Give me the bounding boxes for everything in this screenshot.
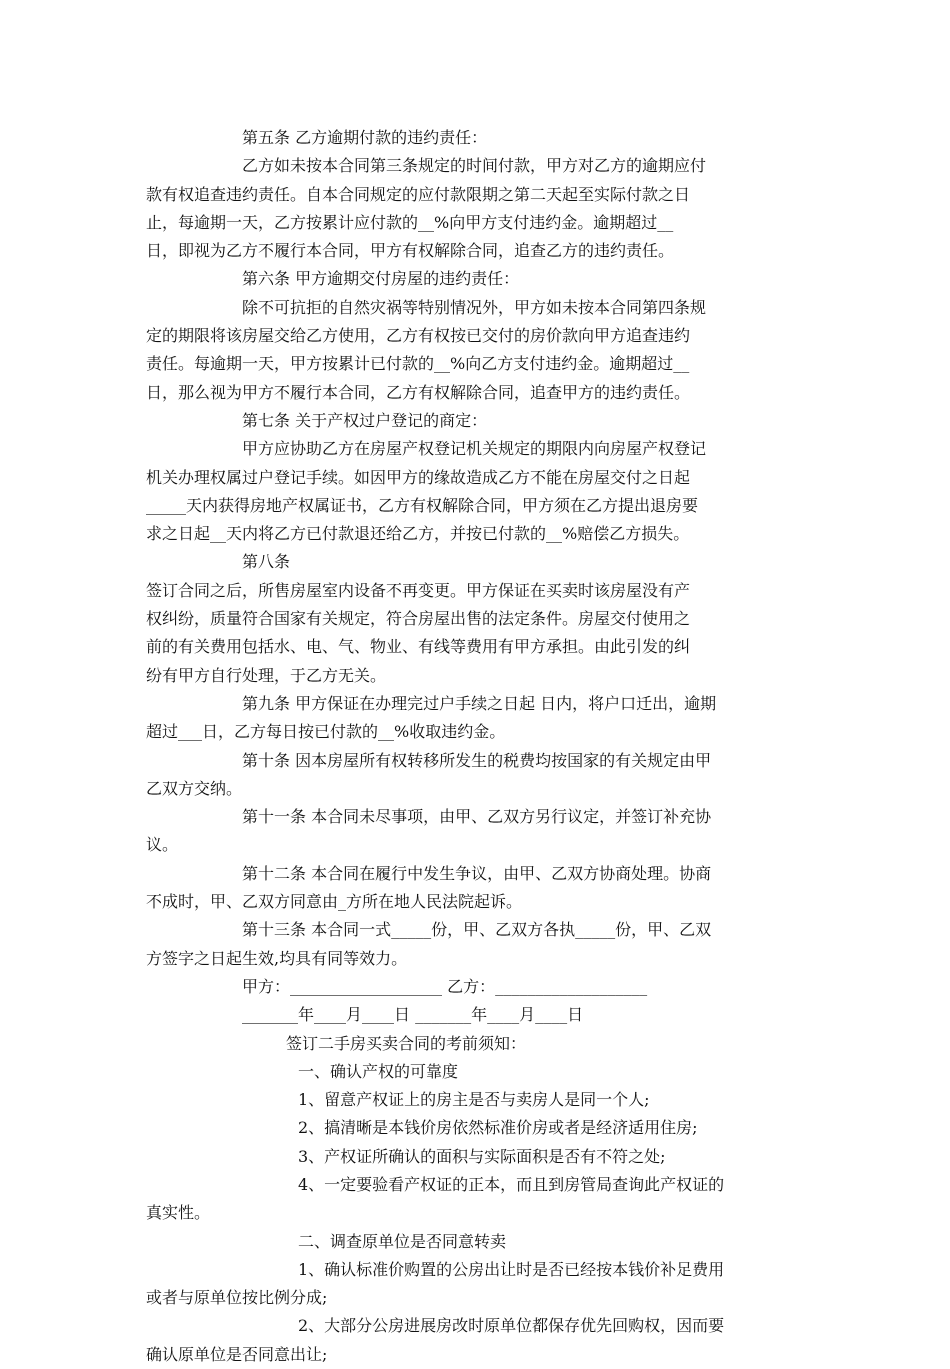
text-line: 定的期限将该房屋交给乙方使用，乙方有权按已交付的房价款向甲方追查违约	[146, 326, 691, 346]
document-page	[146, 124, 806, 1369]
text-line: 乙双方交纳。	[146, 778, 243, 798]
text-line: 权纠纷，质量符合国家有关规定，符合房屋出售的法定条件。房屋交付使用之	[146, 609, 691, 629]
text-line: 第九条 甲方保证在办理完过户手续之日起 日内，将户口迁出，逾期	[242, 693, 717, 713]
text-line: 2、搞清晰是本钱价房依然标准价房或者是经济适用住房;	[298, 1118, 698, 1138]
text-line: 3、产权证所确认的面积与实际面积是否有不符之处;	[298, 1146, 666, 1166]
text-line: 日，那么视为甲方不履行本合同，乙方有权解除合同，追查甲方的违约责任。	[146, 382, 691, 402]
text-line: 签订合同之后，所售房屋室内设备不再变更。甲方保证在买卖时该房屋没有产	[146, 580, 691, 600]
text-line: 甲方应协助乙方在房屋产权登记机关规定的期限内向房屋产权登记	[242, 439, 707, 459]
text-line: _______年____月____日 _______年____月____日	[242, 1005, 584, 1025]
text-line: 2、大部分公房进展房改时原单位都保存优先回购权，因而要	[298, 1316, 725, 1336]
text-line: 签订二手房买卖合同的考前须知：	[286, 1033, 527, 1053]
text-line: 第十三条 本合同一式_____份，甲、乙双方各执_____份，甲、乙双	[242, 920, 712, 940]
text-line: 第七条 关于产权过户登记的商定：	[242, 410, 488, 430]
text-line: 第十二条 本合同在履行中发生争议，由甲、乙双方协商处理。协商	[242, 863, 712, 883]
text-line: 方签字之日起生效,均具有同等效力。	[146, 948, 408, 968]
text-line: 乙方如未按本合同第三条规定的时间付款，甲方对乙方的逾期应付	[242, 156, 707, 176]
text-line: 求之日起__天内将乙方已付款退还给乙方，并按已付款的__%赔偿乙方损失。	[146, 524, 690, 544]
text-line: 确认原单位是否同意出让;	[146, 1344, 328, 1364]
text-line: 真实性。	[146, 1203, 211, 1223]
text-line: 第五条 乙方逾期付款的违约责任：	[242, 128, 488, 147]
text-line: 机关办理权属过户登记手续。如因甲方的缘故造成乙方不能在房屋交付之日起	[146, 467, 691, 487]
text-line: 1、留意产权证上的房主是否与卖房人是同一个人;	[298, 1090, 650, 1110]
text-line: 款有权追查违约责任。自本合同规定的应付款限期之第二天起至实际付款之日	[146, 184, 691, 204]
text-line: 责任。每逾期一天，甲方按累计已付款的__%向乙方支付违约金。逾期超过__	[146, 354, 690, 374]
text-line: 一、确认产权的可靠度	[298, 1061, 459, 1081]
text-line: 第十条 因本房屋所有权转移所发生的税费均按国家的有关规定由甲	[242, 750, 712, 770]
text-line: 甲方：___________________ 乙方：___________________	[242, 976, 648, 996]
text-line: 1、确认标准价购置的公房出让时是否已经按本钱价补足费用	[298, 1259, 725, 1279]
text-line: 第八条	[242, 552, 291, 572]
text-line: 止，每逾期一天，乙方按累计应付款的__%向甲方支付违约金。逾期超过__	[146, 212, 674, 232]
text-line: 纷有甲方自行处理，于乙方无关。	[146, 665, 387, 685]
text-line: 第六条 甲方逾期交付房屋的违约责任：	[242, 269, 520, 289]
text-line: _____天内获得房地产权属证书，乙方有权解除合同，甲方须在乙方提出退房要	[146, 495, 699, 515]
text-line: 日，即视为乙方不履行本合同，甲方有权解除合同，追查乙方的违约责任。	[146, 241, 675, 261]
text-line: 前的有关费用包括水、电、气、物业、有线等费用有甲方承担。由此引发的纠	[146, 637, 691, 657]
text-line: 4、一定要验看产权证的正本，而且到房管局查询此产权证的	[298, 1174, 725, 1194]
text-line: 超过___日，乙方每日按已付款的__%收取违约金。	[146, 722, 506, 742]
text-line: 不成时，甲、乙双方同意由_方所在地人民法院起诉。	[146, 892, 523, 912]
text-line: 第十一条 本合同未尽事项，由甲、乙双方另行议定，并签订补充协	[242, 807, 712, 827]
text-line: 或者与原单位按比例分成;	[146, 1288, 328, 1308]
text-line: 二、调查原单位是否同意转卖	[298, 1231, 507, 1251]
text-line: 除不可抗拒的自然灾祸等特别情况外，甲方如未按本合同第四条规	[242, 297, 707, 317]
text-line: 议。	[146, 835, 179, 855]
